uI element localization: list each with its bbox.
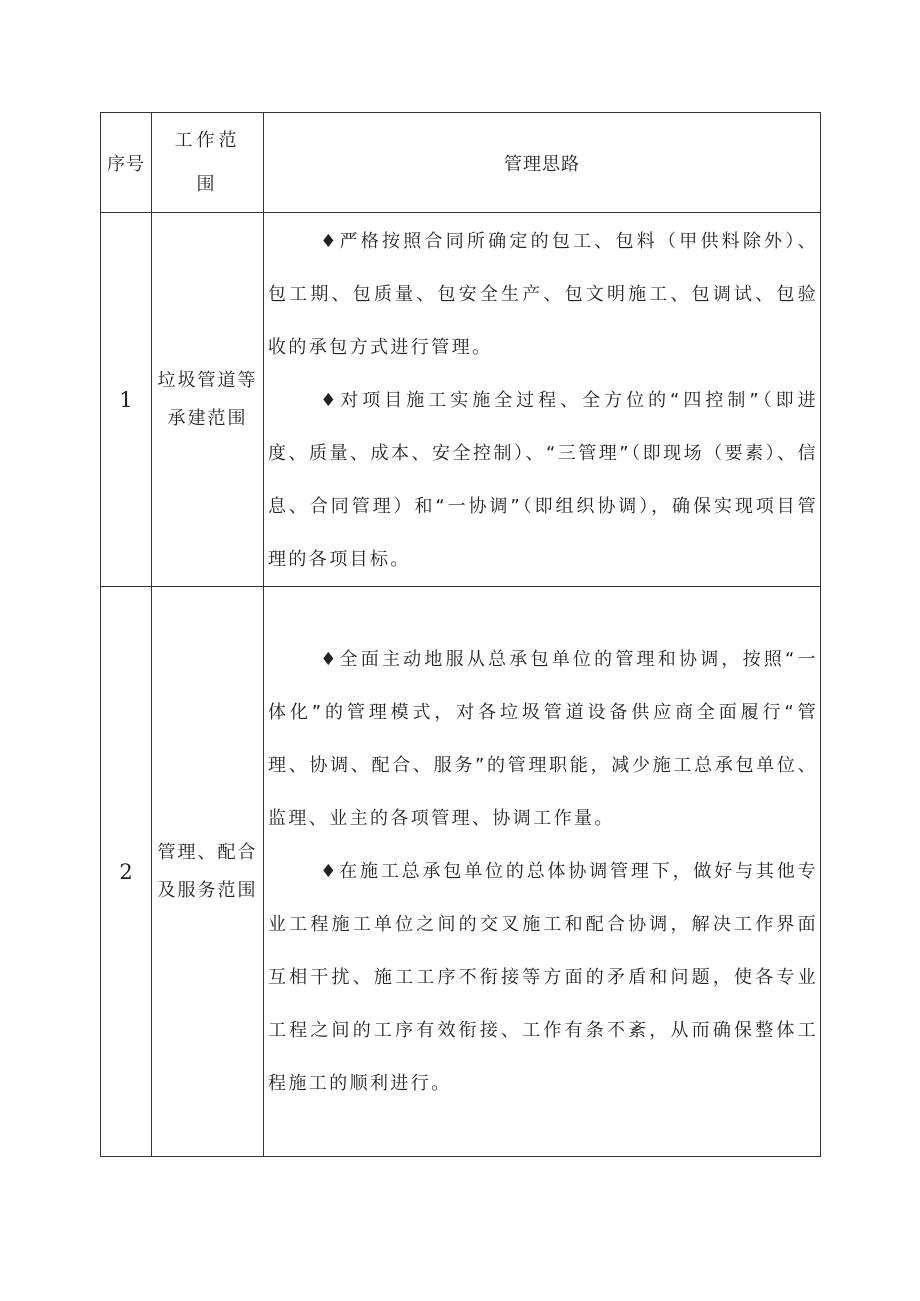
header-scope-line2: 围 (196, 173, 219, 195)
idea-paragraph: ♦严格按照合同所确定的包工、包料（甲供料除外）、包工期、包质量、包安全生产、包文明施工、包调试、包验收的承包方式进行管理。 (268, 231, 818, 358)
row-scope (152, 587, 264, 1157)
row-scope-line2: 承建范围 (167, 407, 248, 429)
idea-paragraph: ♦全面主动地服从总承包单位的管理和协调，按照“一体化”的管理模式，对各垃圾管道设备供应商全面履行“管理、协调、配合、服务”的管理职能，减少施工总承包单位、监理、业主的各项管理、协调工作量。 (268, 649, 818, 829)
header-scope (152, 113, 264, 213)
row-scope-line1: 管理、配合 (157, 841, 258, 863)
row-seq: 1 (101, 213, 152, 587)
idea-paragraph: ♦对项目施工实施全过程、全方位的“四控制”（即进度、质量、成本、安全控制）、“三管理”（即现场（要素）、信息、合同管理）和“一协调”（即组织协调），确保实现项目管理的各项目标。 (268, 390, 818, 570)
table-header-row (101, 113, 821, 213)
row-idea (264, 213, 821, 587)
row-seq: 2 (101, 587, 152, 1157)
table-row (101, 587, 821, 1157)
row-scope (152, 213, 264, 587)
row-scope-line2: 及服务范围 (157, 879, 258, 901)
management-table (100, 112, 821, 1157)
header-idea: 管理思路 (264, 113, 821, 213)
header-scope-line1: 工作范 (174, 129, 241, 151)
header-seq: 序号 (101, 113, 152, 213)
row-scope-line1: 垃圾管道等 (157, 369, 258, 391)
row-idea (264, 587, 821, 1157)
idea-paragraph: ♦在施工总承包单位的总体协调管理下，做好与其他专业工程施工单位之间的交叉施工和配合协调，解决工作界面互相干扰、施工工序不衔接等方面的矛盾和问题，使各专业工程之间的工序有效衔接、工作有条不紊，从而确保整体工程施工的顺利进行。 (268, 861, 818, 1094)
table-row (101, 213, 821, 587)
